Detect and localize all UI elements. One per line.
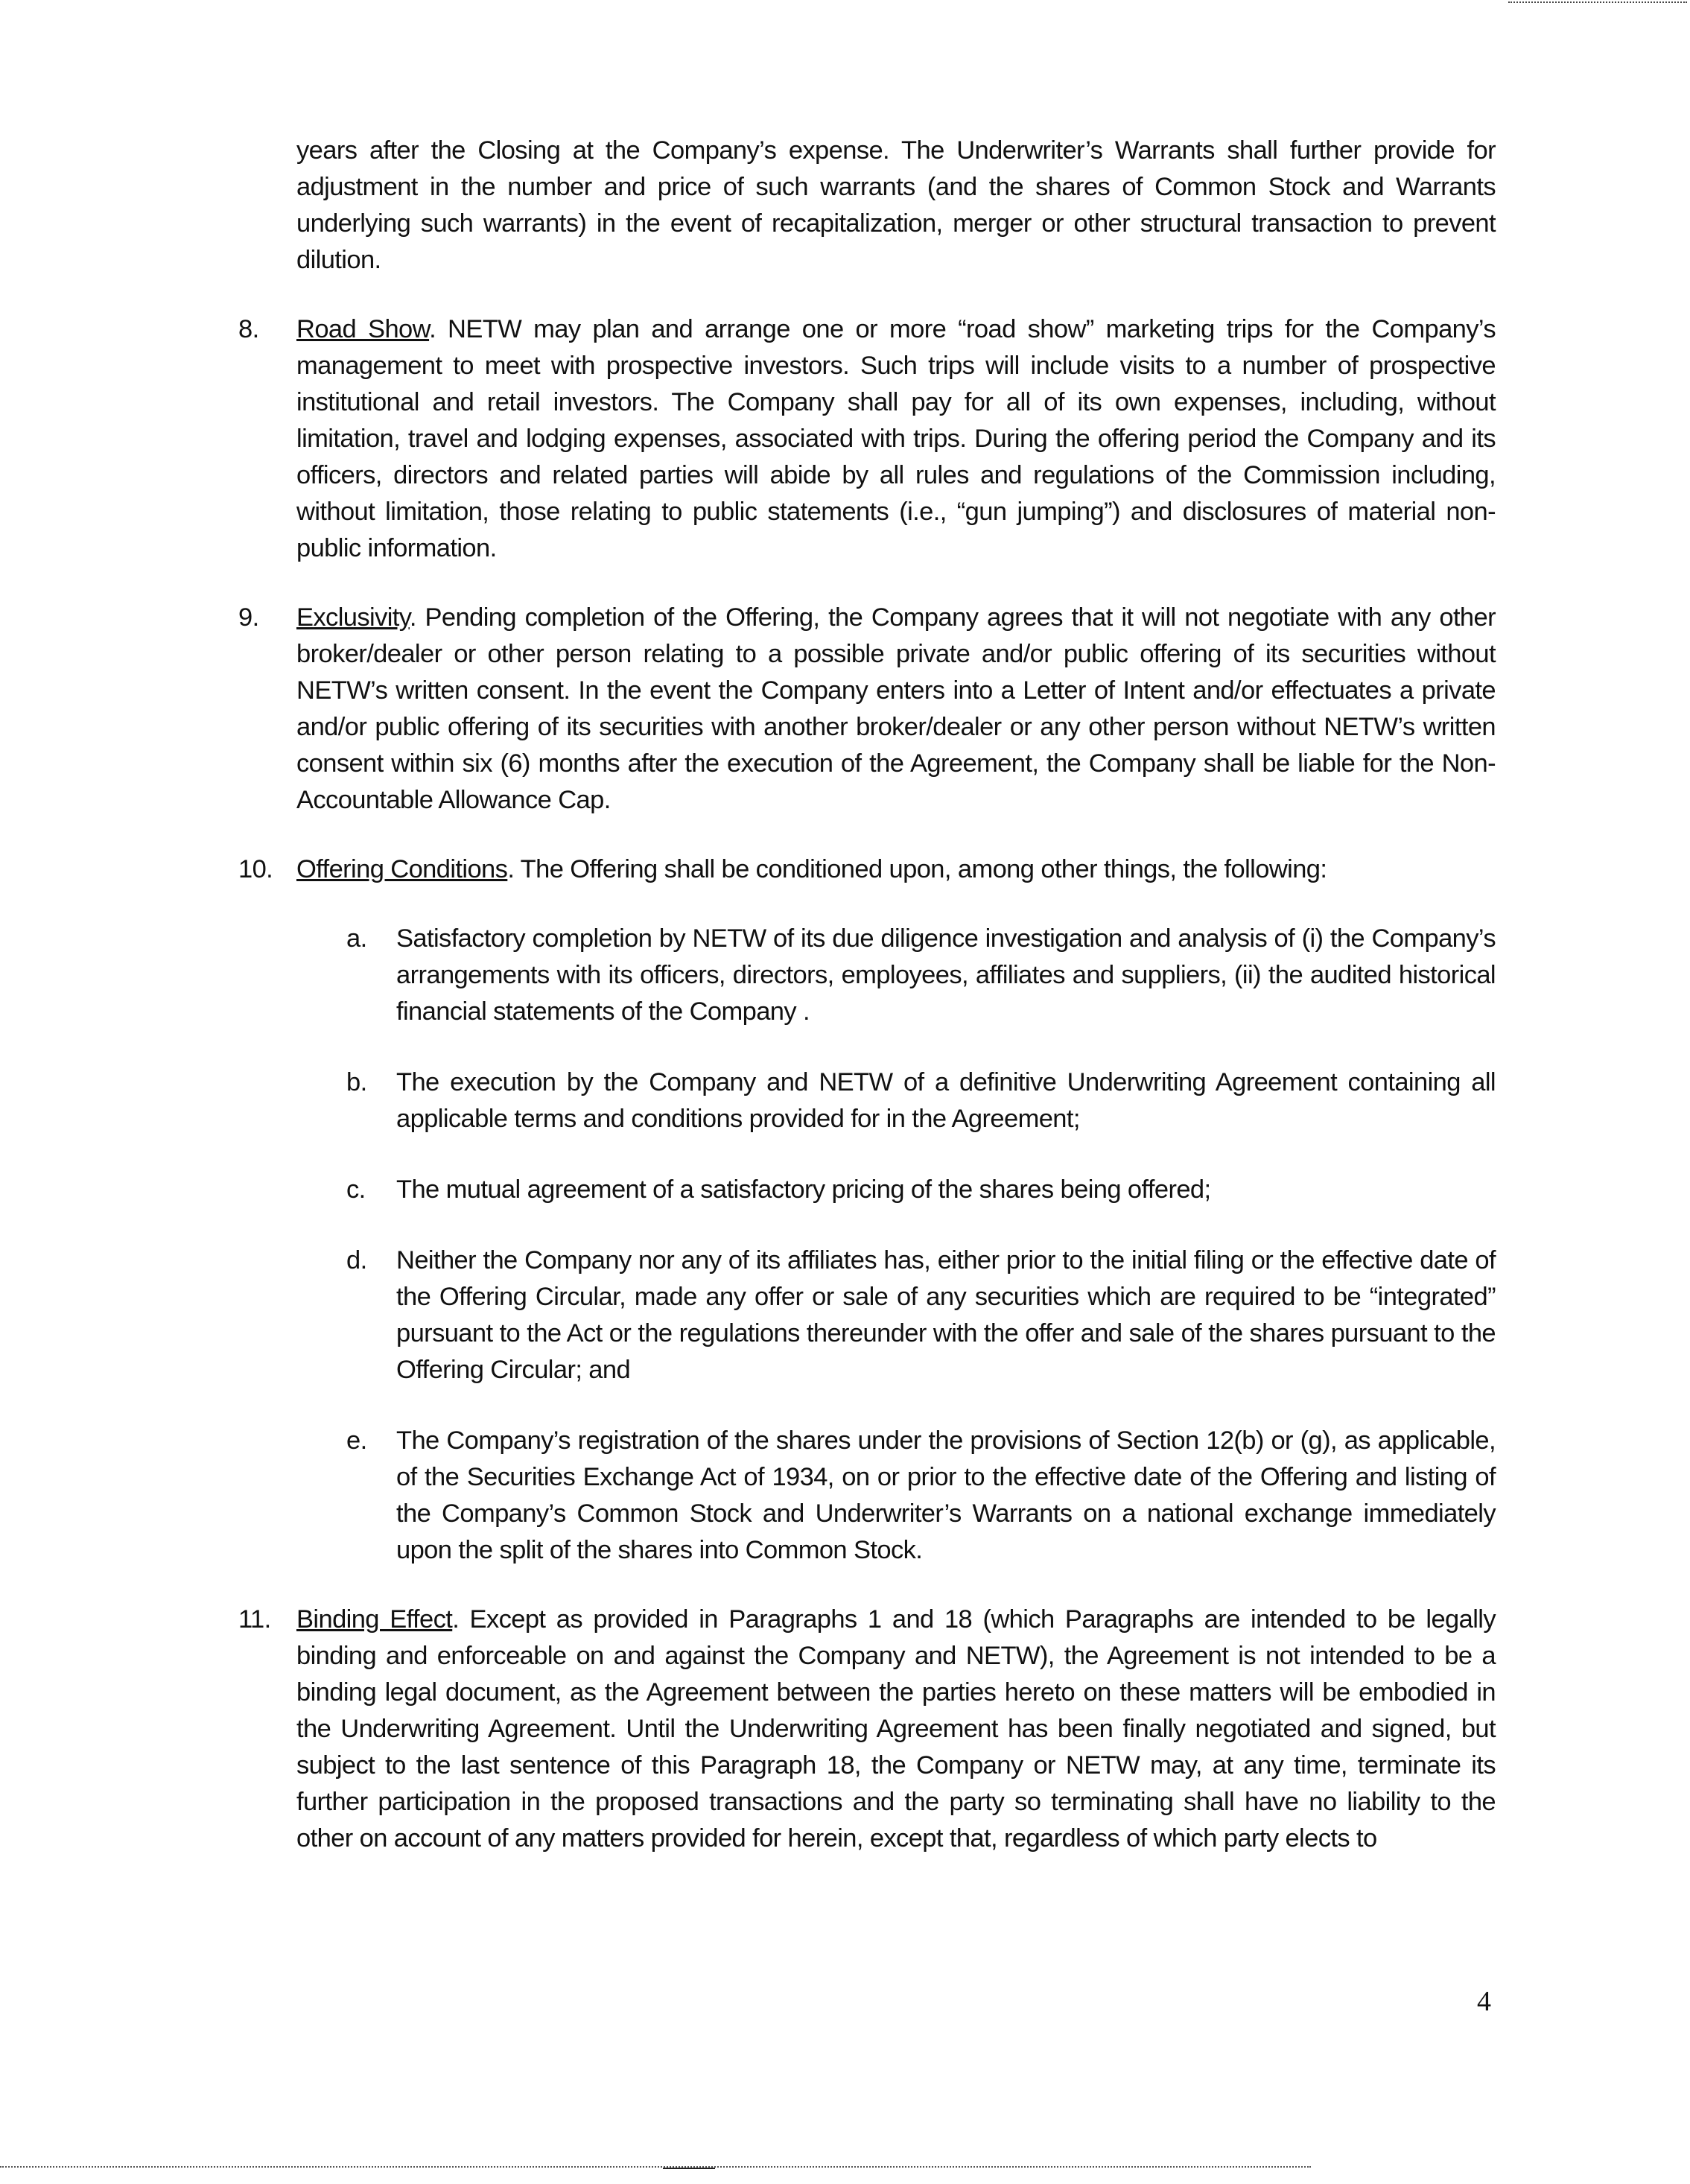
section-heading: Exclusivity bbox=[296, 603, 410, 632]
condition-text: The mutual agreement of a satisfactory pricing of the shares being offered; bbox=[396, 1175, 1211, 1204]
section-text: . Except as provided in Paragraphs 1 and 18 (which Paragraphs are intended to be legally binding and enforceable on and against the Company and NETW), the Agreement is not intended to be a binding legal document, as the Agreement between the parties hereto on these matters will be embodied in the Underwriting Agreement. Until the Underwriting Agreement has been finally negotiated and signed, but subject to the last sentence of this Paragraph 18, the Company or NETW may, at any time, terminate its further participation in the proposed transactions and the party so terminating shall have no liability to the other on account of any matters provided for herein, except that, regardless of which party elects to bbox=[296, 1605, 1496, 1853]
scan-edge-bottom-mark bbox=[663, 2168, 715, 2169]
condition-text: Neither the Company nor any of its affiliates has, either prior to the initial filing or the effective date of the Offering Circular, made any offer or sale of any securities which are required to be “integrated” pursuant to the Act or the regulations thereunder with the offer and sale of the shares pursuant to the Offering Circular; and bbox=[396, 1246, 1496, 1384]
section-number: 8. bbox=[238, 315, 259, 343]
condition-text: Satisfactory completion by NETW of its due diligence investigation and analysis of (i) the Company’s arrangements with its officers, directors, employees, affiliates and suppliers, (ii) the audited historical financial statements of the Company . bbox=[396, 924, 1496, 1026]
section-number: 11. bbox=[238, 1605, 271, 1634]
condition-letter: d. bbox=[346, 1246, 367, 1274]
section-road-show bbox=[238, 311, 1496, 567]
page-number: 4 bbox=[1477, 1986, 1491, 2017]
condition-letter: a. bbox=[346, 924, 367, 953]
scan-edge-bottom bbox=[0, 2166, 1311, 2169]
section-heading: Binding Effect bbox=[296, 1605, 453, 1634]
condition-item bbox=[346, 1064, 1496, 1137]
section-offering-conditions bbox=[238, 851, 1496, 1569]
conditions-list bbox=[296, 921, 1496, 1569]
section-text: . The Offering shall be conditioned upon, among other things, the following: bbox=[507, 855, 1327, 883]
condition-letter: c. bbox=[346, 1175, 366, 1204]
section-number: 10. bbox=[238, 855, 273, 883]
section-exclusivity bbox=[238, 600, 1496, 819]
condition-letter: b. bbox=[346, 1068, 367, 1096]
condition-item bbox=[346, 1172, 1496, 1208]
document-body bbox=[238, 133, 1496, 1857]
scan-edge-top bbox=[1508, 1, 1687, 4]
condition-text: The execution by the Company and NETW of a definitive Underwriting Agreement containing all applicable terms and conditions provided for in the Agreement; bbox=[396, 1068, 1496, 1133]
section-heading: Road Show bbox=[296, 315, 430, 343]
condition-item bbox=[346, 921, 1496, 1030]
condition-item bbox=[346, 1242, 1496, 1388]
condition-letter: e. bbox=[346, 1426, 367, 1455]
section-heading: Offering Conditions bbox=[296, 855, 508, 883]
section-text: . Pending completion of the Offering, the Company agrees that it will not negotiate with any other broker/dealer or other person relating to a possible private and/or public offering of its securities without NETW’s written consent. In the event the Company enters into a Letter of Intent and/or effectuates a private and/or public offering of its securities with another broker/dealer or any other person without NETW’s written consent within six (6) months after the execution of the Agreement, the Company shall be liable for the Non-Accountable Allowance Cap. bbox=[296, 603, 1496, 814]
section-binding-effect bbox=[238, 1602, 1496, 1857]
condition-text: The Company’s registration of the shares under the provisions of Section 12(b) or (g), as applicable, of the Securities Exchange Act of 1934, on or prior to the effective date of the Offering and listing of the Company’s Common Stock and Underwriter’s Warrants on a national exchange immediately upon the split of the shares into Common Stock. bbox=[396, 1426, 1496, 1564]
section-text: . NETW may plan and arrange one or more “road show” marketing trips for the Company’s management to meet with prospective investors. Such trips will include visits to a number of prospective institutional and retail investors. The Company shall pay for all of its own expenses, including, without limitation, travel and lodging expenses, associated with trips. During the offering period the Company and its officers, directors and related parties will abide by all rules and regulations of the Commission including, without limitation, those relating to public statements (i.e., “gun jumping”) and disclosures of material non-public information. bbox=[296, 315, 1496, 562]
section-number: 9. bbox=[238, 603, 259, 632]
condition-item bbox=[346, 1423, 1496, 1569]
continuation-paragraph: years after the Closing at the Company’s expense. The Underwriter’s Warrants shall further provide for adjustment in the number and price of such warrants (and the shares of Common Stock and Warrants underlying such warrants) in the event of recapitalization, merger or other structural transaction to prevent dilution. bbox=[296, 136, 1496, 274]
